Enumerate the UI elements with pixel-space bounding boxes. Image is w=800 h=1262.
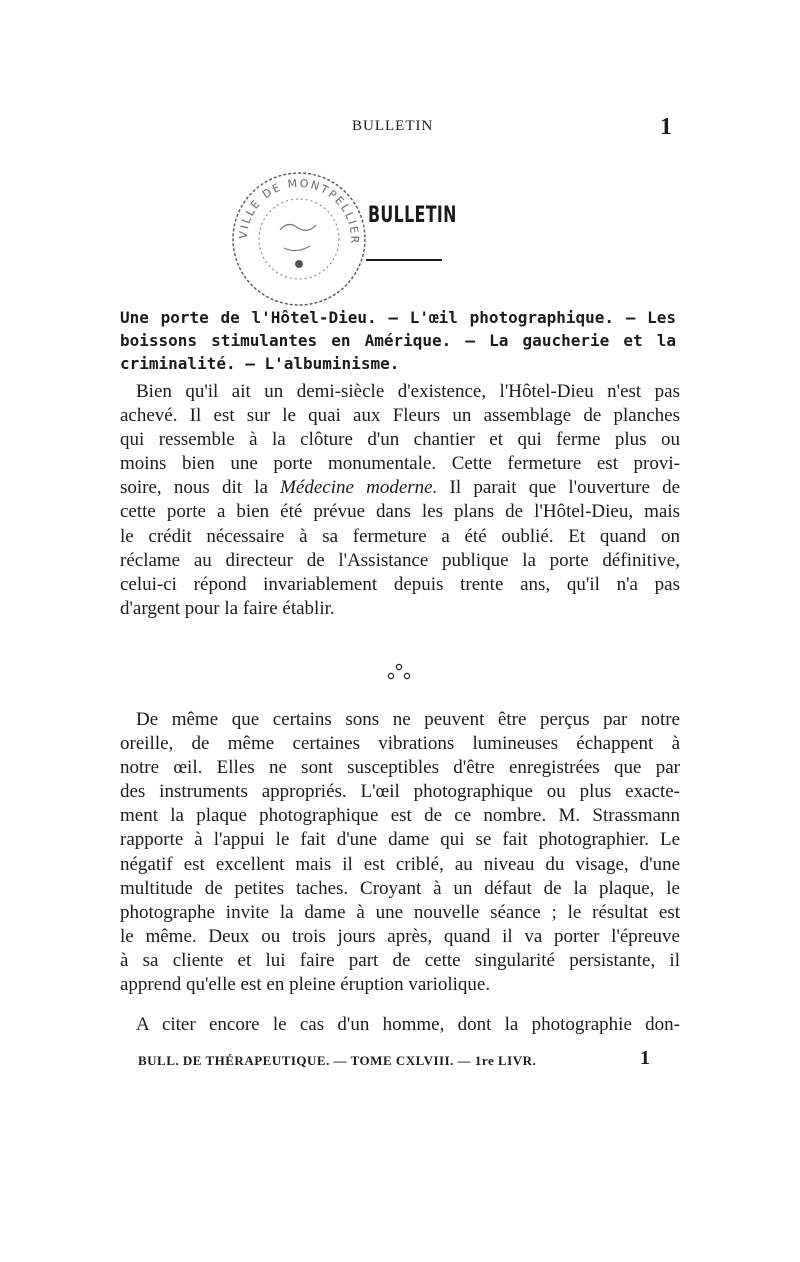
signature-number: 1 [640,1047,651,1069]
asterism-separator [384,660,414,682]
text-line: multitude de petites taches. Croyant à un défaut de la plaque, le [120,877,680,899]
running-head [0,114,800,140]
library-stamp-icon [228,168,370,310]
svg-text:VILLE DE MONTPELLIER: VILLE DE MONTPELLIER [236,176,362,246]
text-fragment: soire, nous dit la [120,477,268,499]
text-line: De même que certains sons ne peuvent être perçus par notre [136,709,680,730]
journal-title: Médecine moderne. [280,477,438,499]
section-title: BULLETIN [368,203,457,228]
text-line: achevé. Il est sur le quai aux Fleurs un assemblage de planches [120,405,680,427]
text-line: moins bien une porte monumentale. Cette fermeture est provi- [120,453,680,475]
text-line: négatif est excellent mais il est criblé, au niveau du visage, d'une [120,853,680,875]
journal-reference: BULL. DE THÉRAPEUTIQUE. — TOME CXLVIII. — 1re LIVR. [138,1053,537,1068]
text-line: rapporte à l'appui le fait d'une dame qui se fait photographier. Le [120,829,680,851]
text-line: d'argent pour la faire établir. [120,597,335,619]
section-rule [366,259,442,261]
text-line: des instruments appropriés. L'œil photographique ou plus exacte- [120,781,680,803]
paragraph-hotel-dieu [120,380,680,621]
text-line: apprend qu'elle est en pleine éruption variolique. [120,974,491,996]
text-line: le même. Deux ou trois jours après, quand il va porter l'épreuve [120,925,680,947]
running-title: BULLETIN [352,118,434,134]
paragraph-oeil-photographique [120,708,680,997]
paragraph-citer-encore [120,1013,680,1037]
summary [120,306,676,375]
summary-line: Une porte de l'Hôtel-Dieu. — L'œil photographique. — Les [120,308,676,327]
text-line: notre œil. Elles ne sont susceptibles d'être enregistrées que par [120,757,680,779]
summary-line: boissons stimulantes en Amérique. — La gaucherie et la [120,331,676,350]
summary-line: criminalité. — L'albuminisme. [120,354,400,373]
text-line: Bien qu'il ait un demi-siècle d'existence, l'Hôtel-Dieu n'est pas [136,381,680,402]
text-line: à sa cliente et lui faire part de cette singularité persistante, il [120,949,680,971]
footer-signature [138,1047,658,1069]
text-line: celui-ci répond invariablement depuis trente ans, qu'il n'a pas [120,573,680,595]
text-line: ment la plaque photographique est de ce nombre. M. Strassmann [120,805,680,827]
text-fragment: Il parait que l'ouverture de [449,477,681,499]
text-line [120,476,680,500]
text-line: photographe invite la dame à une nouvelle séance ; le résultat est [120,901,680,923]
text-line: réclame au directeur de l'Assistance publique la porte définitive, [120,549,680,571]
page-number: 1 [660,114,672,140]
text-line: cette porte a bien été prévue dans les plans de l'Hôtel-Dieu, mais [120,501,680,523]
text-line: le crédit nécessaire à sa fermeture a été oublié. Et quand on [120,525,680,547]
text-line: oreille, de même certaines vibrations lumineuses échappent à [120,733,680,755]
text-line: A citer encore le cas d'un homme, dont la photographie don- [136,1014,680,1035]
text-line: qui ressemble à la clôture d'un chantier et qui ferme plus ou [120,429,680,451]
